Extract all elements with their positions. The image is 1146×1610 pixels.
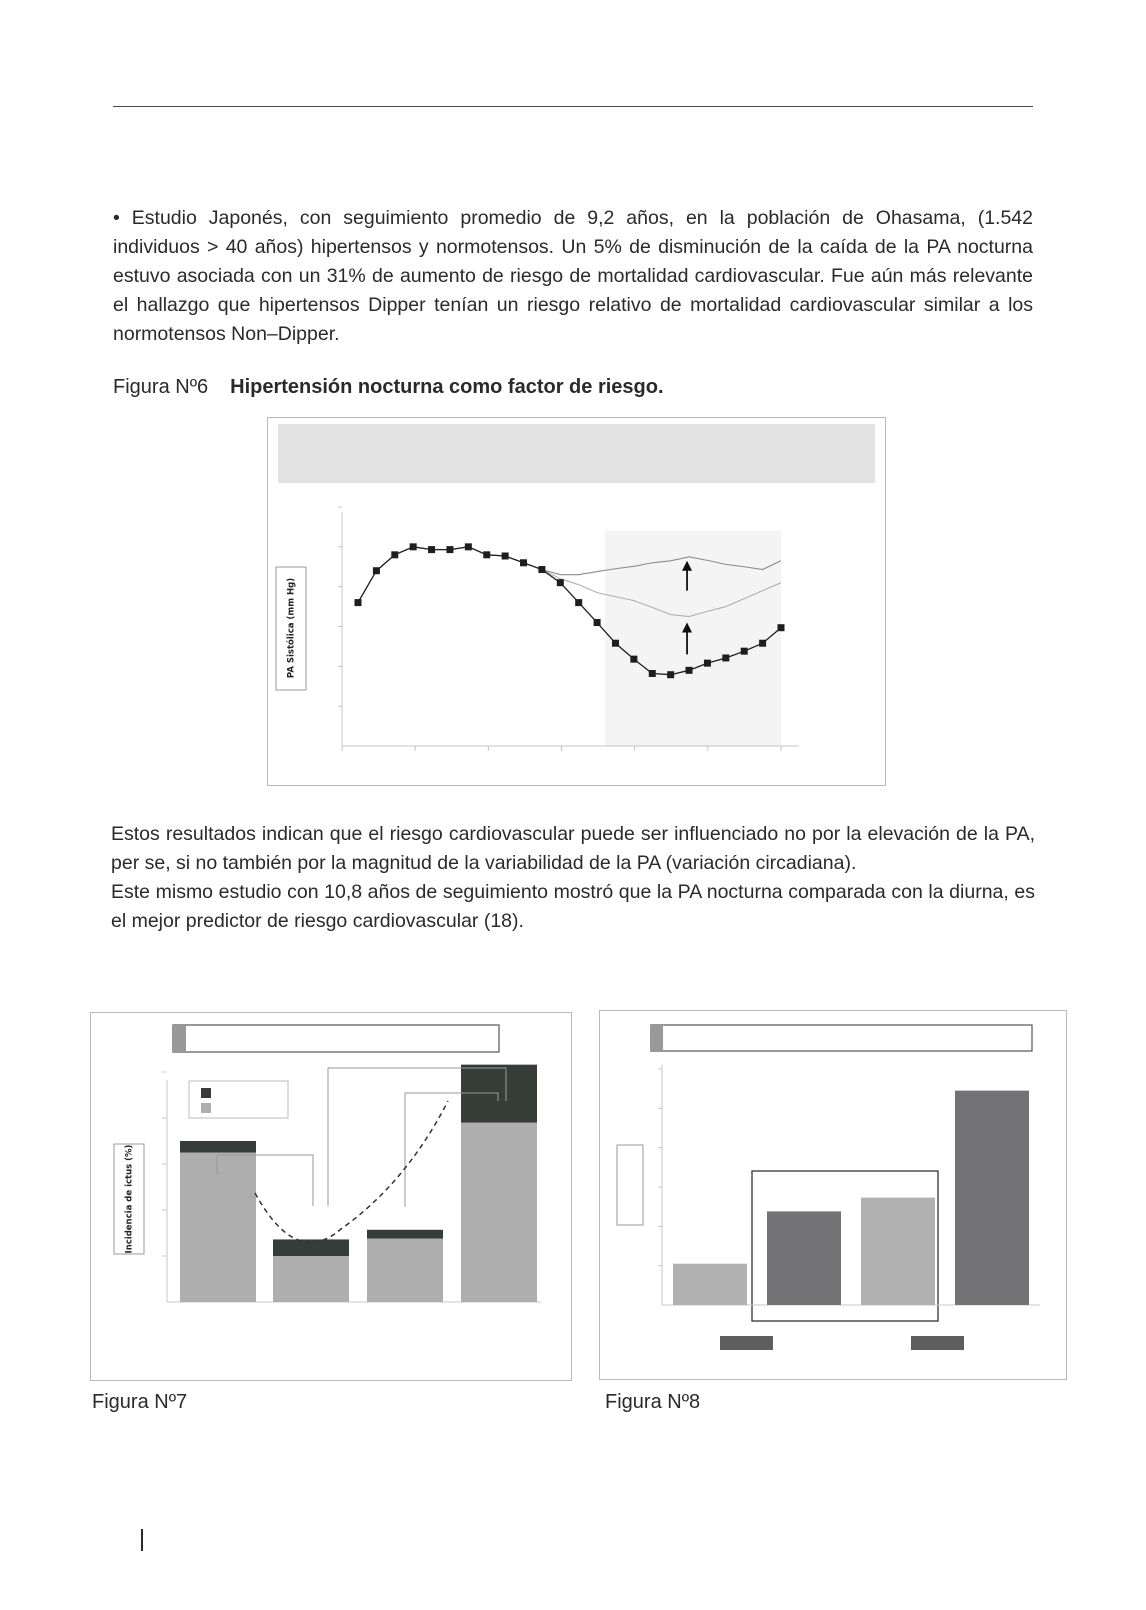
figure-6-label: Figura Nº6 bbox=[113, 376, 209, 398]
figure-6-point bbox=[612, 640, 619, 647]
figure-8-bar bbox=[955, 1091, 1029, 1305]
figure-6-point bbox=[667, 671, 674, 678]
figure-6-point bbox=[538, 566, 545, 573]
figure-7-bar-lower bbox=[180, 1153, 256, 1303]
figure-6-ylabel: PA Sistólica (mm Hg) bbox=[286, 577, 297, 679]
figure-8-caption: Figura Nº8 bbox=[605, 1391, 701, 1413]
figure-6-point bbox=[594, 619, 601, 626]
figure-7-legend-swatch-light bbox=[201, 1103, 211, 1113]
figure-6-point bbox=[704, 660, 711, 667]
figure-7-bar-lower bbox=[273, 1256, 349, 1302]
figure-8-title-accent bbox=[651, 1025, 663, 1051]
figure-8-label-tag-2 bbox=[911, 1336, 964, 1350]
figure-8-bar bbox=[673, 1264, 747, 1305]
figure-6-point bbox=[722, 654, 729, 661]
figure-7-bar-lower bbox=[367, 1239, 443, 1302]
figure-6-point bbox=[520, 559, 527, 566]
figure-8-label-tag-1 bbox=[720, 1336, 773, 1350]
figure-7-caption: Figura Nº7 bbox=[92, 1391, 188, 1413]
figure-7-legend-swatch-dark bbox=[201, 1088, 211, 1098]
figure-6-point bbox=[391, 551, 398, 558]
figure-7-frame bbox=[90, 1012, 572, 1381]
figure-7-bar-upper bbox=[273, 1239, 349, 1256]
paragraph-results-b: Este mismo estudio con 10,8 años de seguimiento mostró que la PA nocturna comparada con la diurna, es el mejor predictor de riesgo cardiovascular (18). bbox=[111, 881, 1035, 932]
figure-7-bar-upper bbox=[180, 1141, 256, 1153]
figure-7-ylabel: Incidencia de ictus (%) bbox=[124, 1144, 135, 1254]
figure-6-point bbox=[557, 579, 564, 586]
paragraph-results bbox=[111, 820, 1035, 936]
figure-6-point bbox=[778, 624, 785, 631]
figure-6-point bbox=[410, 543, 417, 550]
figure-6-point bbox=[649, 670, 656, 677]
figure-8-frame bbox=[599, 1010, 1067, 1380]
figure-8-bar bbox=[861, 1198, 935, 1305]
figure-6-title: Hipertensión nocturna como factor de riesgo. bbox=[230, 376, 664, 398]
figure-7-bar-upper bbox=[367, 1230, 443, 1239]
figure-8-chart bbox=[600, 1011, 1066, 1379]
figure-8-ylabel-box bbox=[617, 1145, 643, 1225]
figure-7-title-box bbox=[173, 1025, 499, 1052]
figure-6-caption bbox=[113, 376, 664, 399]
figure-6-point bbox=[373, 567, 380, 574]
figure-6-frame bbox=[267, 417, 886, 786]
figure-7-chart bbox=[91, 1013, 571, 1380]
paragraph-ohasama: • Estudio Japonés, con seguimiento promedio de 9,2 años, en la población de Ohasama, (1.542 individuos > 40 años) hipertensos y normotensos. Un 5% de disminución de la caída de la PA nocturna estuvo asociada con un 31% de aumento de riesgo de mortalidad cardiovascular. Fue aún más relevante el hallazgo que hipertensos Dipper tenían un riesgo relativo de mortalidad cardiovascular similar a los normotensos Non–Dipper. bbox=[113, 207, 1033, 345]
figure-6-point bbox=[483, 551, 490, 558]
figure-6-point bbox=[428, 546, 435, 553]
figure-6-point bbox=[355, 599, 362, 606]
figure-6-title-box bbox=[278, 424, 875, 483]
figure-6-point bbox=[759, 640, 766, 647]
figure-8-title-box bbox=[651, 1025, 1032, 1051]
figure-6-point bbox=[502, 552, 509, 559]
figure-8-bar bbox=[767, 1211, 841, 1305]
figure-6-point bbox=[741, 648, 748, 655]
header-rule bbox=[113, 106, 1033, 107]
figure-6-point bbox=[575, 599, 582, 606]
figure-6-chart bbox=[268, 418, 885, 785]
figure-7-trend-curve bbox=[255, 1101, 448, 1242]
figure-6-point bbox=[446, 546, 453, 553]
figure-7-bar-lower bbox=[461, 1123, 537, 1302]
figure-7-title-accent bbox=[173, 1025, 186, 1052]
figure-6-point bbox=[686, 667, 693, 674]
figure-7-bar-upper bbox=[461, 1065, 537, 1123]
figure-6-point bbox=[630, 656, 637, 663]
paragraph-results-a: Estos resultados indican que el riesgo cardiovascular puede ser influenciado no por la elevación de la PA, per se, si no también por la magnitud de la variabilidad de la PA (variación circadiana). bbox=[111, 823, 1035, 874]
figure-6-night-shade bbox=[605, 531, 781, 746]
figure-6-point bbox=[465, 543, 472, 550]
page-marker bbox=[141, 1529, 143, 1551]
